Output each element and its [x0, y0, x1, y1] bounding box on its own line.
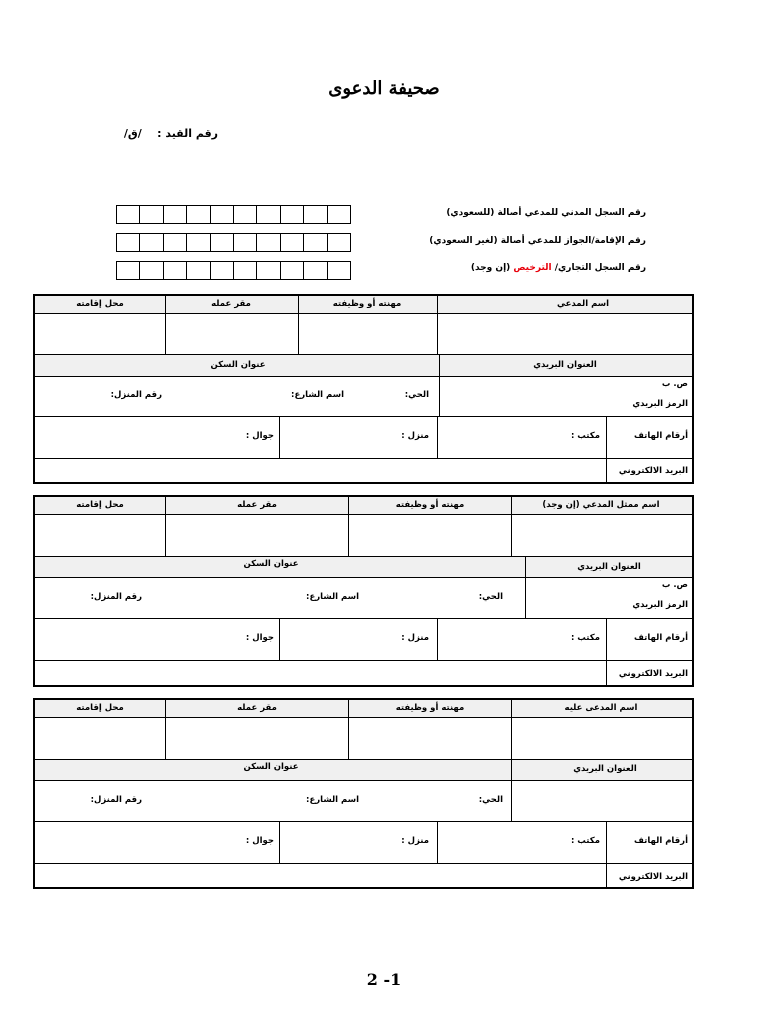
- civil-id-label: رقم السجل المدني للمدعي أصالة (للسعودي): [446, 208, 646, 218]
- registration-value: /ق/: [123, 127, 142, 140]
- representative-home-address-label: عنوان السكن: [243, 559, 299, 569]
- defendant-email-row[interactable]: [35, 863, 692, 887]
- page-title: صحيفة الدعوى: [328, 78, 440, 99]
- plaintiff-office-phone: مكتب :: [570, 431, 600, 441]
- defendant-address-header-row: [35, 759, 692, 780]
- representative-address-header-row: [35, 556, 692, 577]
- plaintiff-header-row: [35, 296, 692, 313]
- plaintiff-name-header: اسم المدعي: [556, 299, 610, 309]
- representative-street: اسم الشارع:: [306, 592, 359, 602]
- iqama-passport-boxes[interactable]: [116, 233, 351, 252]
- plaintiff-address-header-row: [35, 354, 692, 376]
- plaintiff-house: رقم المنزل:: [110, 390, 162, 400]
- plaintiff-input-row[interactable]: [35, 313, 692, 354]
- representative-phones-label: أرقام الهاتف: [634, 633, 688, 643]
- commercial-register-boxes[interactable]: [116, 261, 351, 280]
- representative-workplace-header: مقر عمله: [237, 500, 277, 510]
- defendant-phones-row[interactable]: [35, 821, 692, 863]
- plaintiff-home-phone: منزل :: [401, 431, 429, 441]
- representative-occupation-header: مهنته أو وظيفته: [395, 500, 465, 510]
- plaintiff-email-row[interactable]: [35, 458, 692, 482]
- plaintiff-email-label: البريد الالكتروني: [618, 466, 688, 476]
- representative-home-phone: منزل :: [401, 633, 429, 643]
- representative-header-row: [35, 497, 692, 514]
- plaintiff-street: اسم الشارع:: [291, 390, 344, 400]
- plaintiff-occupation-header: مهنته أو وظيفته: [332, 299, 402, 309]
- defendant-header-row: [35, 700, 692, 717]
- defendant-home-address-label: عنوان السكن: [243, 762, 299, 772]
- iqama-passport-label: رقم الإقامة/الجواز للمدعي أصالة (لغير السعودي): [429, 236, 646, 246]
- plaintiff-zip: الرمز البريدي: [632, 399, 688, 409]
- plaintiff-address-row[interactable]: [35, 376, 692, 416]
- plaintiff-mobile: جوال :: [245, 431, 274, 441]
- defendant-input-row[interactable]: [35, 717, 692, 759]
- representative-postal-label: العنوان البريدي: [577, 562, 641, 572]
- defendant-district: الحي:: [478, 795, 503, 805]
- defendant-residence-header: محل إقامته: [76, 703, 124, 713]
- defendant-postal-label: العنوان البريدي: [573, 764, 637, 774]
- representative-input-row[interactable]: [35, 514, 692, 556]
- plaintiff-home-address-label: عنوان السكن: [210, 360, 266, 370]
- defendant-office-phone: مكتب :: [570, 836, 600, 846]
- registration-number: [124, 127, 218, 140]
- representative-office-phone: مكتب :: [570, 633, 600, 643]
- defendant-mobile: جوال :: [245, 836, 274, 846]
- representative-email-label: البريد الالكتروني: [618, 669, 688, 679]
- defendant-name-header: اسم المدعى عليه: [564, 703, 638, 713]
- representative-phones-row[interactable]: [35, 618, 692, 660]
- representative-address-row[interactable]: [35, 577, 692, 618]
- representative-block: [33, 495, 694, 687]
- representative-name-header: اسم ممثل المدعي (إن وجد): [542, 500, 660, 510]
- civil-id-boxes[interactable]: [116, 205, 351, 224]
- defendant-home-phone: منزل :: [401, 836, 429, 846]
- plaintiff-block: [33, 294, 694, 484]
- plaintiff-phones-label: أرقام الهاتف: [634, 431, 688, 441]
- defendant-address-row[interactable]: [35, 780, 692, 821]
- representative-email-row[interactable]: [35, 660, 692, 685]
- defendant-occupation-header: مهنته أو وظيفته: [395, 703, 465, 713]
- representative-residence-header: محل إقامته: [76, 500, 124, 510]
- plaintiff-residence-header: محل إقامته: [76, 299, 124, 309]
- representative-house: رقم المنزل:: [90, 592, 142, 602]
- plaintiff-pobox: ص. ب: [661, 379, 688, 389]
- license-highlight: الترخيص: [513, 263, 552, 273]
- defendant-street: اسم الشارع:: [306, 795, 359, 805]
- representative-district: الحي:: [478, 592, 503, 602]
- defendant-email-label: البريد الالكتروني: [618, 872, 688, 882]
- registration-label: رقم القيد :: [157, 127, 218, 140]
- plaintiff-workplace-header: مقر عمله: [211, 299, 251, 309]
- defendant-workplace-header: مقر عمله: [237, 703, 277, 713]
- representative-pobox: ص. ب: [661, 580, 688, 590]
- representative-mobile: جوال :: [245, 633, 274, 643]
- defendant-phones-label: أرقام الهاتف: [634, 836, 688, 846]
- representative-zip: الرمز البريدي: [632, 600, 688, 610]
- plaintiff-postal-label: العنوان البريدي: [533, 360, 597, 370]
- defendant-house: رقم المنزل:: [90, 795, 142, 805]
- defendant-block: [33, 698, 694, 889]
- plaintiff-phones-row[interactable]: [35, 416, 692, 458]
- plaintiff-district: الحي:: [404, 390, 429, 400]
- commercial-register-label: رقم السجل التجاري/ الترخيص (إن وجد): [470, 263, 646, 273]
- page-number: 2 -1: [366, 970, 402, 989]
